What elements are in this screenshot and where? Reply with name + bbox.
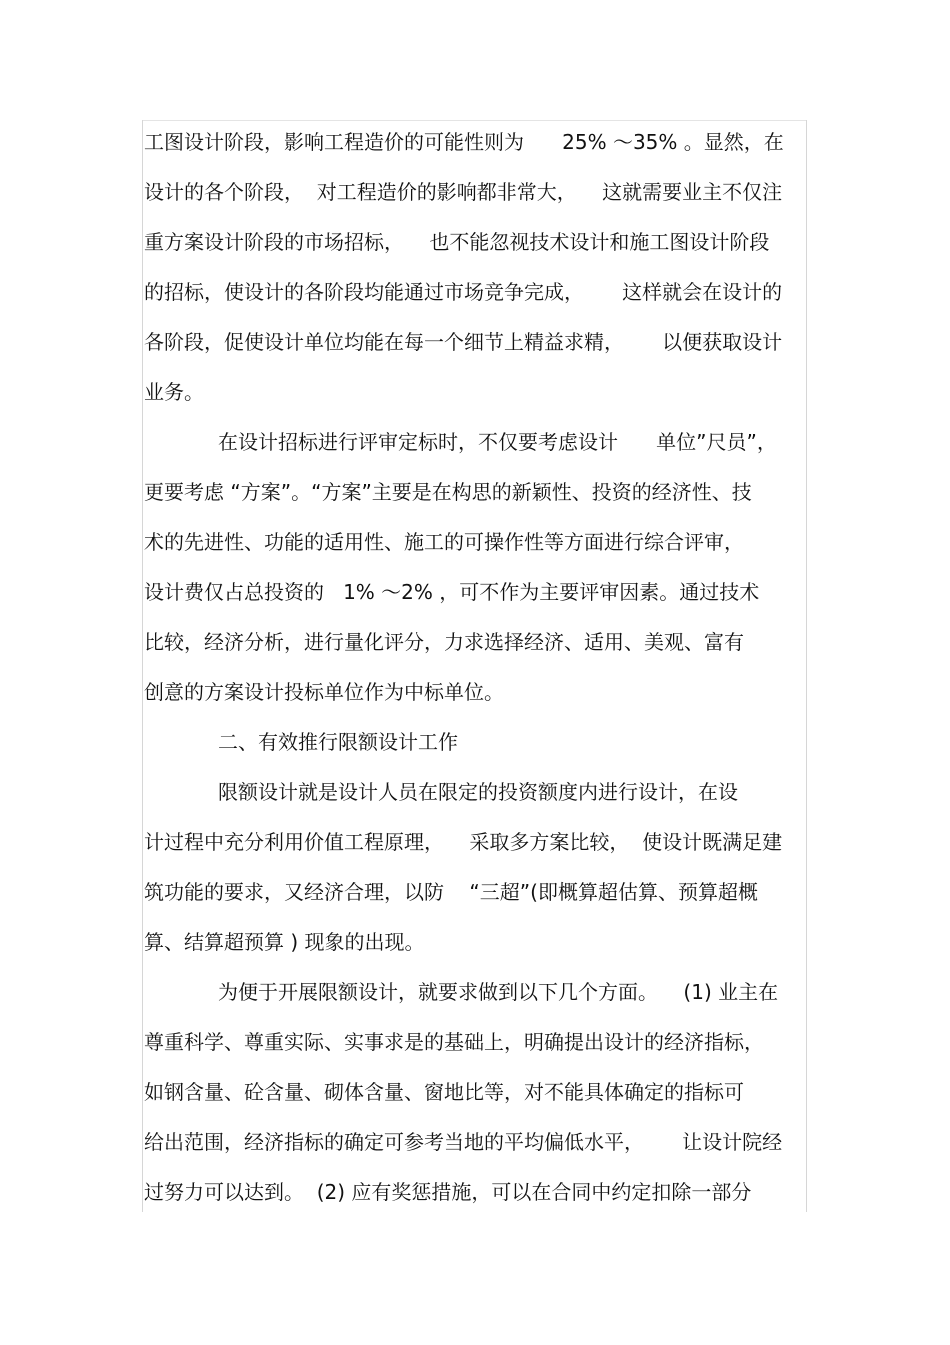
paragraph-start-line: 限额设计就是设计人员在限定的投资额度内进行设计，在设: [218, 780, 738, 804]
text-line: 创意的方案设计投标单位作为中标单位。: [144, 680, 504, 704]
text-line: 如钢含量、砼含量、砌体含量、窗地比等，对不能具体确定的指标可: [144, 1080, 744, 1104]
text-line: 的招标，使设计的各阶段均能通过市场竞争完成， 这样就会在设计的: [144, 280, 783, 304]
body-text: [144, 117, 808, 1217]
text-line: 筑功能的要求，又经济合理，以防 “三超”(即概算超估算、预算超概: [144, 880, 758, 904]
text-line: 各阶段，促使设计单位均能在每一个细节上精益求精， 以便获取设计: [144, 330, 783, 354]
paragraph-start-line: 为便于开展限额设计，就要求做到以下几个方面。 (1) 业主在: [218, 980, 779, 1004]
text-line: 业务。: [144, 380, 204, 404]
text-line: 算、结算超预算 ) 现象的出现。: [144, 930, 425, 954]
text-line: 尊重科学、尊重实际、实事求是的基础上，明确提出设计的经济指标，: [144, 1030, 764, 1054]
text-line: 给出范围，经济指标的确定可参考当地的平均偏低水平， 让设计院经: [144, 1130, 783, 1154]
paragraph-start-line: 在设计招标进行评审定标时，不仅要考虑设计 单位”尺员”，: [218, 430, 777, 454]
text-line: 工图设计阶段，影响工程造价的可能性则为 25% ～35% 。显然，在: [144, 130, 784, 154]
text-line: 计过程中充分利用价值工程原理， 采取多方案比较， 使设计既满足建: [144, 830, 783, 854]
text-line: 过努力可以达到。 (2) 应有奖惩措施，可以在合同中约定扣除一部分: [144, 1180, 752, 1204]
text-line: 术的先进性、功能的适用性、施工的可操作性等方面进行综合评审，: [144, 530, 744, 554]
text-line: 比较，经济分析，进行量化评分，力求选择经济、适用、美观、富有: [144, 630, 744, 654]
section-heading: 二、有效推行限额设计工作: [218, 730, 458, 754]
page-frame-left-edge: [142, 120, 143, 1212]
text-line: 设计费仅占总投资的 1% ～2% ，可不作为主要评审因素。通过技术: [144, 580, 760, 604]
text-line: 更要考虑 “方案”。“方案”主要是在构思的新颖性、投资的经济性、技: [144, 480, 752, 504]
text-line: 重方案设计阶段的市场招标， 也不能忽视技术设计和施工图设计阶段: [144, 230, 770, 254]
text-line: 设计的各个阶段， 对工程造价的影响都非常大， 这就需要业主不仅注: [144, 180, 783, 204]
